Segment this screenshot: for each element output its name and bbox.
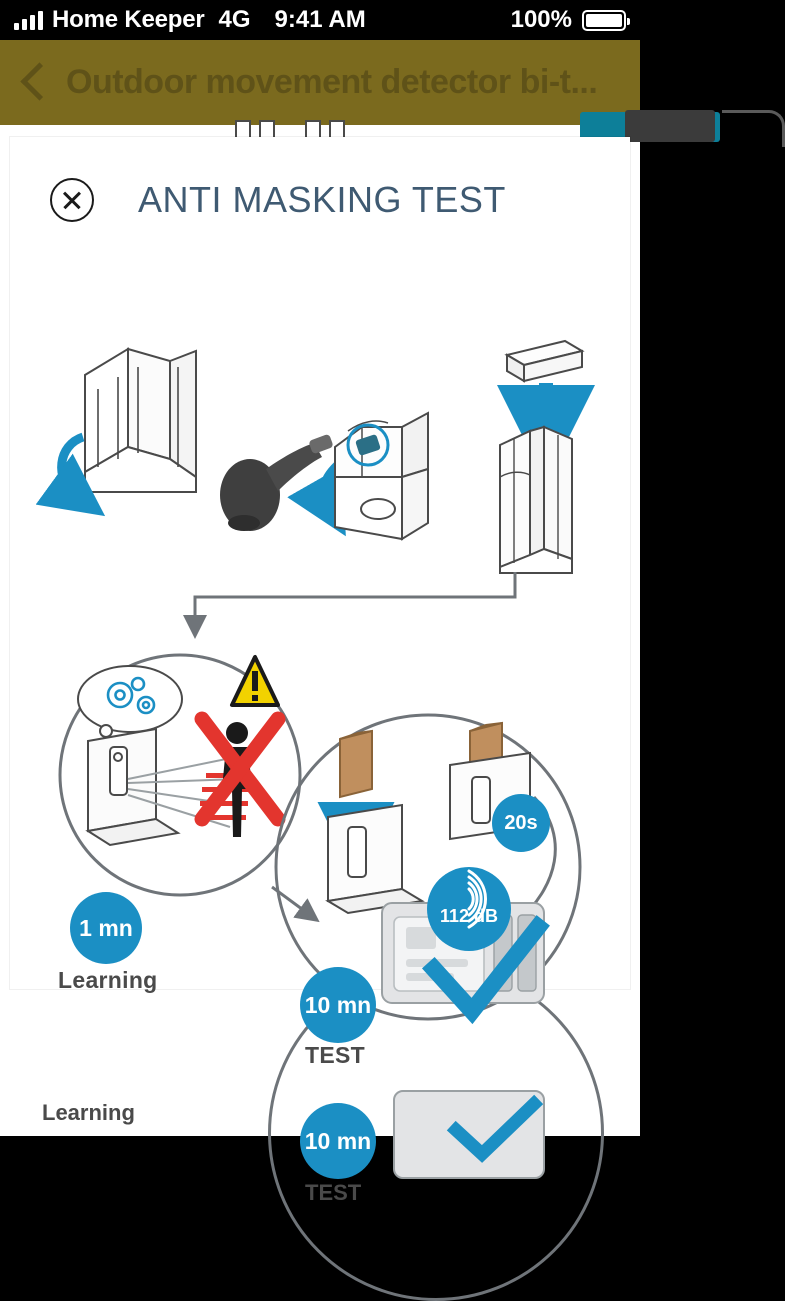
badge-siren-delay: 20s	[492, 794, 550, 852]
detector-closed-illustration	[500, 427, 572, 573]
signal-bars-icon	[14, 10, 43, 30]
navigation-bar	[0, 40, 640, 125]
test-wall-detector-left	[328, 805, 422, 913]
back-chevron-icon[interactable]	[14, 58, 54, 108]
background-dark-bar	[625, 110, 715, 142]
page-title: Outdoor movement detector bi-t...	[66, 63, 598, 101]
status-bar	[0, 0, 640, 40]
anti-masking-test-modal	[10, 137, 630, 1068]
close-circle-icon[interactable]	[50, 178, 94, 222]
rotate-arrow-icon	[62, 437, 83, 495]
background-learning-label: Learning	[42, 1100, 135, 1125]
badge-siren-volume: 112 dB	[427, 867, 511, 951]
background-wire	[722, 110, 785, 147]
background-badge-10mn: 10 mn	[300, 1103, 376, 1179]
modal-header	[10, 165, 630, 235]
flow-connector-to-learning	[195, 572, 515, 627]
warning-triangle-icon	[232, 657, 278, 705]
instruction-diagram	[10, 327, 630, 1127]
label-test: TEST	[305, 1042, 365, 1068]
battery-percent-label: 100%	[510, 6, 572, 33]
network-type-label: 4G	[218, 6, 251, 33]
carrier-label: Home Keeper	[52, 6, 205, 33]
label-learning: Learning	[58, 967, 158, 993]
badge-test-duration: 10 mn	[300, 967, 376, 1043]
cardboard-box-icon-left	[340, 731, 372, 797]
spray-can-icon	[220, 434, 334, 531]
badge-learning-duration: 1 mn	[70, 892, 142, 964]
clock-label: 9:41 AM	[274, 6, 366, 33]
background-test-label: TEST	[305, 1180, 362, 1205]
step1-detector-open-illustration	[85, 349, 196, 492]
learning-detector-illustration	[88, 729, 178, 845]
modal-title: ANTI MASKING TEST	[138, 179, 506, 220]
status-bar-right	[511, 6, 626, 34]
battery-full-icon	[582, 10, 626, 31]
cover-install-illustration	[507, 341, 582, 381]
